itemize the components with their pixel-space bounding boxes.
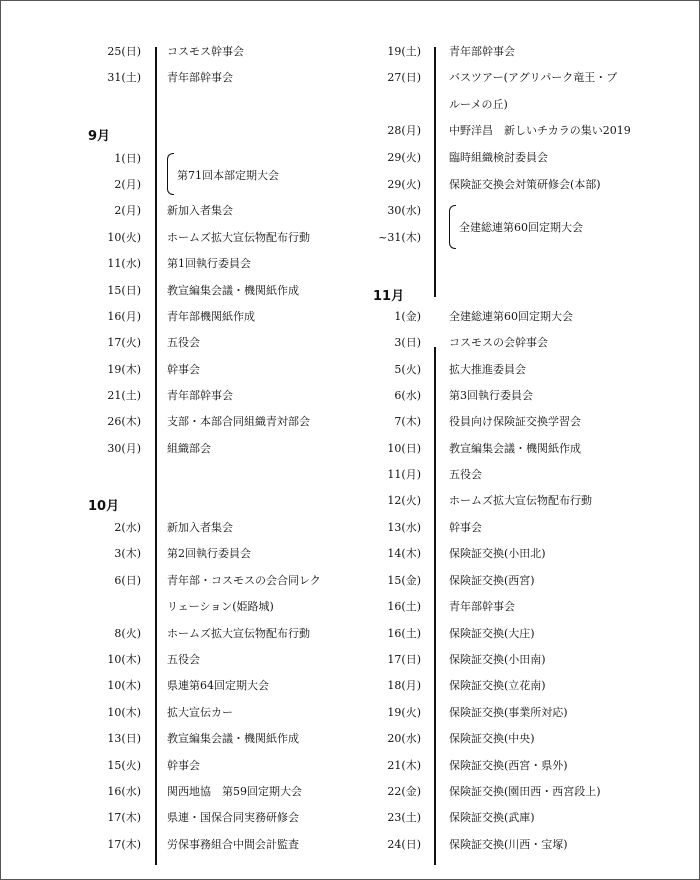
event-title: 第2回執行委員会 <box>167 547 251 560</box>
event-title: 拡大推進委員会 <box>449 363 526 376</box>
list-item <box>349 779 689 805</box>
list-item <box>1 753 341 779</box>
event-date: 24(日) <box>387 838 421 851</box>
event-title: 新加入者集会 <box>167 204 233 217</box>
event-date: 10(木) <box>107 706 141 719</box>
event-title: 保険証交換(大庄) <box>449 627 535 640</box>
month-heading-nov: 11月 <box>373 289 405 304</box>
event-title: 保険証交換(武庫) <box>449 811 535 824</box>
event-date: 19(土) <box>387 45 421 58</box>
event-title: 幹事会 <box>167 759 200 772</box>
list-item <box>1 541 341 567</box>
event-date: 22(金) <box>387 785 421 798</box>
event-title: 第1回執行委員会 <box>167 257 251 270</box>
list-item <box>1 39 341 65</box>
event-date: 27(日) <box>387 71 421 84</box>
event-date: ~31(木) <box>378 231 421 244</box>
event-title: 保険証交換(西宮) <box>449 574 535 587</box>
event-title: ホームズ拡大宣伝物配布行動 <box>167 231 310 244</box>
list-item <box>1 436 341 462</box>
list-item <box>1 700 341 726</box>
event-date: 15(金) <box>387 574 421 587</box>
event-title: 保険証交換(事業所対応) <box>449 706 568 719</box>
left-column <box>1 39 341 859</box>
list-item <box>349 568 689 594</box>
list-item <box>1 673 341 699</box>
list-item <box>349 436 689 462</box>
event-date: 30(水) <box>387 204 421 217</box>
event-date: 6(水) <box>394 389 421 402</box>
event-title: 全建総連第60回定期大会 <box>449 310 573 323</box>
event-date: 1(日) <box>114 152 141 165</box>
event-title: 青年部・コスモスの会合同レク <box>167 574 321 587</box>
event-title: 労保事務組合中間会計監査 <box>167 838 299 851</box>
event-title: 教宣編集会議・機関紙作成 <box>167 732 299 745</box>
event-date: 3(日) <box>394 336 421 349</box>
event-date: 2(水) <box>114 521 141 534</box>
list-item-continuation <box>1 594 341 620</box>
list-item <box>349 700 689 726</box>
event-title: 青年部機関紙作成 <box>167 310 255 323</box>
event-date: 26(木) <box>107 415 141 428</box>
event-date: 14(木) <box>387 547 421 560</box>
event-title: 青年部幹事会 <box>449 45 515 58</box>
list-item <box>1 65 341 91</box>
event-title: 幹事会 <box>449 521 482 534</box>
event-date: 2(月) <box>114 204 141 217</box>
list-item <box>1 805 341 831</box>
list-item <box>1 621 341 647</box>
list-item <box>1 832 341 858</box>
event-date: 18(月) <box>387 679 421 692</box>
event-title: 五役会 <box>449 468 482 481</box>
event-date: 21(木) <box>387 759 421 772</box>
event-title: 県連第64回定期大会 <box>167 679 269 692</box>
event-date: 28(月) <box>387 124 421 137</box>
list-item <box>349 383 689 409</box>
month-heading-sep: 9月 <box>88 129 111 144</box>
event-date: 30(月) <box>107 442 141 455</box>
event-date: 11(水) <box>107 257 141 270</box>
event-title: コスモス幹事会 <box>167 45 244 58</box>
list-item-continuation <box>349 92 689 118</box>
event-date: 19(火) <box>387 706 421 719</box>
list-item <box>1 779 341 805</box>
event-title: 関西地協 第59回定期大会 <box>167 785 302 798</box>
event-title: コスモスの会幹事会 <box>449 336 548 349</box>
list-item <box>1 647 341 673</box>
list-item <box>349 753 689 779</box>
list-item <box>1 225 341 251</box>
event-title: ホームズ拡大宣伝物配布行動 <box>167 627 310 640</box>
event-date: 10(木) <box>107 653 141 666</box>
event-title: 幹事会 <box>167 363 200 376</box>
list-item <box>1 251 341 277</box>
event-date: 10(日) <box>387 442 421 455</box>
event-date: 13(水) <box>387 521 421 534</box>
event-date: 25(日) <box>107 45 141 58</box>
event-title-continuation: ルーメの丘) <box>449 98 508 111</box>
list-item <box>1 357 341 383</box>
list-item <box>1 568 341 594</box>
event-title: 教宣編集会議・機関紙作成 <box>167 284 299 297</box>
brace-bracket <box>449 205 456 249</box>
list-item <box>1 304 341 330</box>
right-column <box>349 39 689 859</box>
event-title: 青年部幹事会 <box>167 389 233 402</box>
event-date: 10(火) <box>107 231 141 244</box>
list-item <box>1 515 341 541</box>
list-item <box>349 621 689 647</box>
event-date: 3(木) <box>114 547 141 560</box>
event-date: 13(日) <box>107 732 141 745</box>
event-date: 17(火) <box>107 336 141 349</box>
list-item <box>349 330 689 356</box>
list-item <box>349 673 689 699</box>
event-title: 新加入者集会 <box>167 521 233 534</box>
event-title: 青年部幹事会 <box>449 600 515 613</box>
list-item <box>349 541 689 567</box>
list-item <box>349 462 689 488</box>
list-item <box>349 409 689 435</box>
event-date: 16(月) <box>107 310 141 323</box>
event-title: 五役会 <box>167 336 200 349</box>
event-title: 全建総連第60回定期大会 <box>459 221 583 234</box>
list-item <box>1 409 341 435</box>
list-item <box>349 726 689 752</box>
event-title: 五役会 <box>167 653 200 666</box>
event-title: 第71回本部定期大会 <box>177 169 279 182</box>
event-date: 11(月) <box>387 468 421 481</box>
event-title: 保険証交換(園田西・西宮段上) <box>449 785 601 798</box>
list-item <box>349 515 689 541</box>
event-date: 17(日) <box>387 653 421 666</box>
event-date: 6(日) <box>114 574 141 587</box>
event-date: 23(土) <box>387 811 421 824</box>
list-item <box>1 278 341 304</box>
list-item <box>1 726 341 752</box>
event-title: 教宣編集会議・機関紙作成 <box>449 442 581 455</box>
event-date: 20(水) <box>387 732 421 745</box>
event-title: バスツアー(アグリパーク竜王・ブ <box>449 71 618 84</box>
event-title: 保険証交換(小田南) <box>449 653 546 666</box>
event-title-continuation: リェーション(姫路城) <box>167 600 274 613</box>
event-date: 29(火) <box>387 178 421 191</box>
event-title: 県連・国保合同実務研修会 <box>167 811 299 824</box>
event-title: 役員向け保険証交換学習会 <box>449 415 581 428</box>
event-date: 16(土) <box>387 600 421 613</box>
list-item <box>349 145 689 171</box>
list-item <box>349 39 689 65</box>
event-date: 5(火) <box>394 363 421 376</box>
event-date: 1(金) <box>394 310 421 323</box>
event-date: 7(木) <box>394 415 421 428</box>
event-title: 保険証交換(中央) <box>449 732 535 745</box>
event-date: 16(水) <box>107 785 141 798</box>
event-date: 19(木) <box>107 363 141 376</box>
event-title: 保険証交換(西宮・県外) <box>449 759 568 772</box>
list-item <box>349 118 689 144</box>
event-date: 29(火) <box>387 151 421 164</box>
event-title: 組織部会 <box>167 442 211 455</box>
list-item <box>349 357 689 383</box>
list-item <box>349 647 689 673</box>
event-date: 10(木) <box>107 679 141 692</box>
event-date: 16(土) <box>387 627 421 640</box>
list-item <box>1 383 341 409</box>
event-date: 17(木) <box>107 811 141 824</box>
event-date: 15(火) <box>107 759 141 772</box>
event-title: 第3回執行委員会 <box>449 389 533 402</box>
list-item <box>1 198 341 224</box>
list-item <box>349 65 689 91</box>
brace-bracket <box>167 153 174 195</box>
event-title: 保険証交換(川西・宝塚) <box>449 838 568 851</box>
event-title: 拡大宣伝カー <box>167 706 233 719</box>
list-item <box>349 304 689 330</box>
event-title: 青年部幹事会 <box>167 71 233 84</box>
event-date: 8(火) <box>114 627 141 640</box>
event-title: 支部・本部合同組織青対部会 <box>167 415 310 428</box>
list-item <box>349 805 689 831</box>
event-title: ホームズ拡大宣伝物配布行動 <box>449 494 592 507</box>
list-item <box>349 488 689 514</box>
event-title: 中野洋昌 新しいチカラの集い2019 <box>449 124 631 137</box>
event-date: 12(火) <box>387 494 421 507</box>
list-item <box>1 330 341 356</box>
event-date: 21(土) <box>107 389 141 402</box>
list-item <box>349 832 689 858</box>
event-title: 保険証交換(立花南) <box>449 679 546 692</box>
event-date: 17(木) <box>107 838 141 851</box>
event-title: 保険証交換(小田北) <box>449 547 546 560</box>
list-item <box>349 172 689 198</box>
month-heading-oct: 10月 <box>88 499 120 514</box>
event-title: 臨時組織検討委員会 <box>449 151 548 164</box>
event-date: 31(土) <box>107 71 141 84</box>
list-item <box>349 594 689 620</box>
event-title: 保険証交換会対策研修会(本部) <box>449 178 601 191</box>
event-date: 2(月) <box>114 178 141 191</box>
event-date: 15(日) <box>107 284 141 297</box>
